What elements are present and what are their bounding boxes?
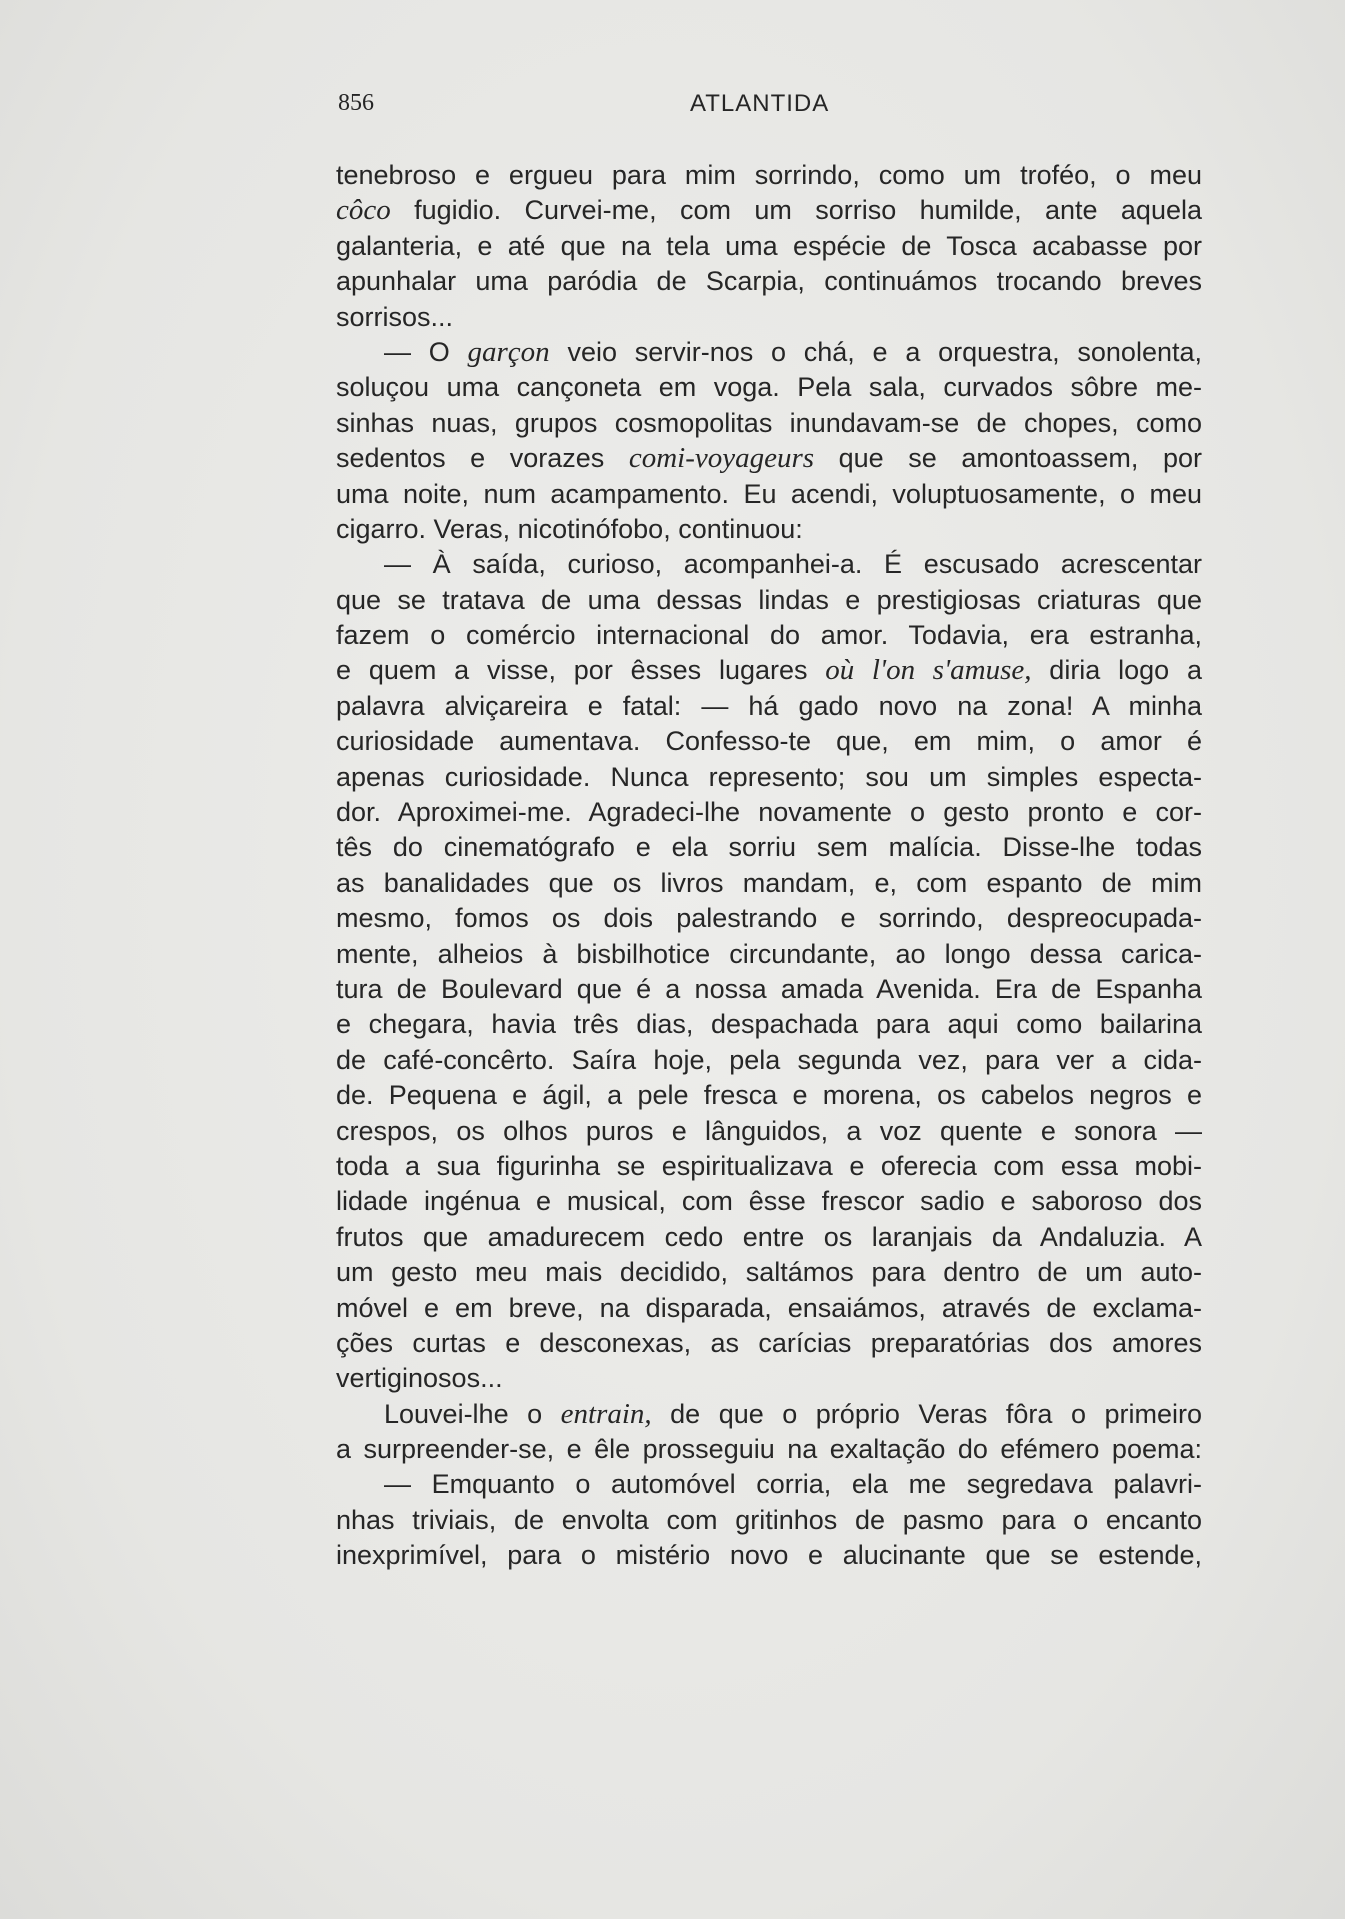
text-line: que se tratava de uma dessas lindas e prestigiosas criaturas que [336, 584, 1202, 615]
text-line: sinhas nuas, grupos cosmopolitas inundavam-se de chopes, como [336, 407, 1202, 438]
text-fragment: de que o próprio Veras fôra o primeiro [651, 1398, 1202, 1429]
text-line: tês do cinematógrafo e ela sorriu sem malícia. Disse-lhe todas [336, 832, 1202, 863]
text-line [336, 441, 1202, 476]
text-line: de café-concêrto. Saíra hoje, pela segunda vez, para ver a cida- [336, 1044, 1202, 1075]
text-line: mente, alheios à bisbilhotice circundante, ao longo dessa carica- [336, 938, 1202, 969]
text-line [336, 653, 1202, 688]
text-line: — À saída, curioso, acompanhei-a. É escusado acrescentar [384, 549, 1202, 580]
text-line: mesmo, fomos os dois palestrando e sorrindo, despreocupada- [336, 903, 1202, 934]
text-line: ções curtas e desconexas, as carícias preparatórias dos amores [336, 1327, 1202, 1358]
text-line: apunhalar uma paródia de Scarpia, continuámos trocando breves [336, 266, 1202, 297]
text-line: um gesto meu mais decidido, saltámos para dentro de um auto- [336, 1257, 1202, 1288]
text-line [336, 1397, 1202, 1432]
italic-phrase: garçon [467, 335, 550, 368]
text-line: móvel e em breve, na disparada, ensaiámos, através de exclama- [336, 1292, 1202, 1323]
text-line: nhas triviais, de envolta com gritinhos de pasmo para o encanto [336, 1504, 1202, 1535]
text-line: e chegara, havia três dias, despachada para aqui como bailarina [336, 1009, 1202, 1040]
text-line: crespos, os olhos puros e lânguidos, a voz quente e sonora — [336, 1115, 1202, 1146]
italic-phrase: comi-voyageurs [628, 442, 815, 475]
italic-phrase: où l'on s'amuse, [825, 654, 1032, 687]
text-line: de. Pequena e ágil, a pele fresca e morena, os cabelos negros e [336, 1080, 1202, 1111]
italic-phrase: côco [336, 194, 391, 227]
text-fragment: diria logo a [1031, 655, 1202, 686]
text-line: a surpreender-se, e êle prosseguiu na exaltação do efémero poema: [336, 1434, 1202, 1465]
text-line [336, 335, 1202, 370]
text-line: — Emquanto o automóvel corria, ela me segredava palavri- [384, 1469, 1202, 1500]
text-line: apenas curiosidade. Nunca represento; sou um simples especta- [336, 761, 1202, 792]
text-line: cigarro. Veras, nicotinófobo, continuou: [336, 513, 803, 544]
text-line: curiosidade aumentava. Confesso-te que, em mim, o amor é [336, 726, 1202, 757]
page-header [338, 90, 1198, 126]
text-line: vertiginosos... [336, 1363, 503, 1394]
text-fragment: — O [384, 336, 468, 367]
text-line: fazem o comércio internacional do amor. Todavia, era estranha, [336, 620, 1202, 651]
text-line: as banalidades que os livros mandam, e, com espanto de mim [336, 867, 1202, 898]
text-line: lidade ingénua e musical, com êsse frescor sadio e saboroso dos [336, 1186, 1202, 1217]
text-line: dor. Aproximei-me. Agradeci-lhe novamente o gesto pronto e cor- [336, 797, 1202, 828]
running-head: ATLANTIDA [690, 90, 830, 117]
text-fragment: fugidio. Curvei-me, com um sorriso humilde, ante aquela [390, 195, 1202, 226]
text-line: frutos que amadurecem cedo entre os laranjais da Andaluzia. A [336, 1221, 1202, 1252]
text-line [336, 193, 1202, 228]
text-line: toda a sua figurinha se espiritualizava e oferecia com essa mobi- [336, 1150, 1202, 1181]
italic-phrase: entrain, [560, 1397, 652, 1430]
text-line: soluçou uma cançoneta em voga. Pela sala, curvados sôbre me- [336, 372, 1202, 403]
text-fragment: que se amontoassem, por [814, 443, 1202, 474]
text-line: tura de Boulevard que é a nossa amada Avenida. Era de Espanha [336, 973, 1202, 1004]
text-line: sorrisos... [336, 301, 454, 332]
body-text [336, 158, 1202, 1574]
text-fragment: e quem a visse, por êsses lugares [336, 655, 826, 686]
text-fragment: Louvei-lhe o [384, 1398, 561, 1429]
page-number: 856 [338, 90, 374, 116]
text-line: galanteria, e até que na tela uma espécie de Tosca acabasse por [336, 230, 1202, 261]
text-fragment: sedentos e vorazes [336, 443, 629, 474]
text-line: tenebroso e ergueu para mim sorrindo, como um troféo, o meu [336, 160, 1202, 190]
text-line: palavra alviçareira e fatal: — há gado novo na zona! A minha [336, 690, 1202, 721]
text-line: inexprimível, para o mistério novo e alucinante que se estende, [336, 1540, 1202, 1571]
text-fragment: veio servir-nos o chá, e a orquestra, sonolenta, [549, 336, 1202, 367]
text-line: uma noite, num acampamento. Eu acendi, voluptuosamente, o meu [336, 478, 1202, 509]
